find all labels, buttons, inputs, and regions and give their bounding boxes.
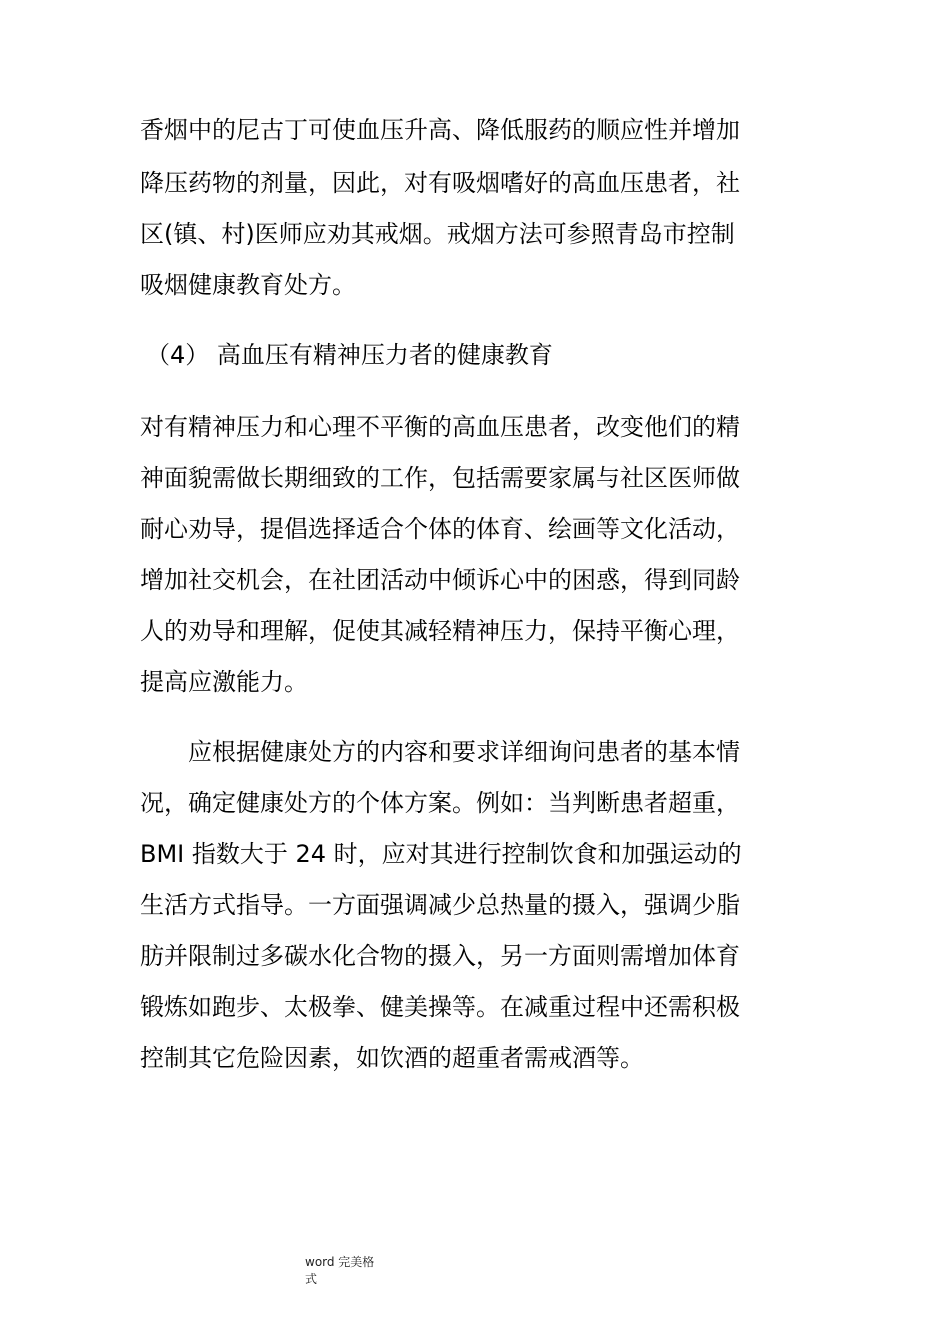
paragraph-3-line-7: 控制其它危险因素，如饮酒的超重者需戒酒等。 <box>140 1044 644 1072</box>
footer-line-1: word 完美格 <box>305 1255 375 1269</box>
paragraph-3-line-5: 肪并限制过多碳水化合物的摄入，另一方面则需增加体育 <box>140 942 740 970</box>
paragraph-1-line-4: 吸烟健康教育处方。 <box>140 271 356 299</box>
section-heading: （4） 高血压有精神压力者的健康教育 <box>146 341 553 369</box>
paragraph-2-line-6: 提高应激能力。 <box>140 668 308 696</box>
paragraph-3-line-4: 生活方式指导。一方面强调减少总热量的摄入，强调少脂 <box>140 891 740 919</box>
paragraph-1-line-2: 降压药物的剂量，因此，对有吸烟嗜好的高血压患者，社 <box>140 169 740 197</box>
page-footer <box>305 1254 374 1288</box>
paragraph-2-line-1: 对有精神压力和心理不平衡的高血压患者，改变他们的精 <box>140 413 740 441</box>
paragraph-1-line-1: 香烟中的尼古丁可使血压升高、降低服药的顺应性并增加 <box>140 116 740 144</box>
paragraph-2-line-3: 耐心劝导，提倡选择适合个体的体育、绘画等文化活动， <box>140 515 740 543</box>
footer-line-2: 式 <box>305 1272 318 1286</box>
paragraph-1-line-3: 区(镇、村)医师应劝其戒烟。戒烟方法可参照青岛市控制 <box>140 220 735 248</box>
paragraph-3-line-2: 况，确定健康处方的个体方案。例如：当判断患者超重， <box>140 789 740 817</box>
paragraph-3-line-1: 应根据健康处方的内容和要求详细询问患者的基本情 <box>188 738 740 766</box>
paragraph-3-line-6: 锻炼如跑步、太极拳、健美操等。在减重过程中还需积极 <box>140 993 740 1021</box>
paragraph-2-line-5: 人的劝导和理解，促使其减轻精神压力，保持平衡心理， <box>140 617 740 645</box>
paragraph-2-line-2: 神面貌需做长期细致的工作，包括需要家属与社区医师做 <box>140 464 740 492</box>
paragraph-3-line-3: BMI 指数大于 24 时，应对其进行控制饮食和加强运动的 <box>140 840 742 868</box>
paragraph-2-line-4: 增加社交机会，在社团活动中倾诉心中的困惑，得到同龄 <box>140 566 740 594</box>
